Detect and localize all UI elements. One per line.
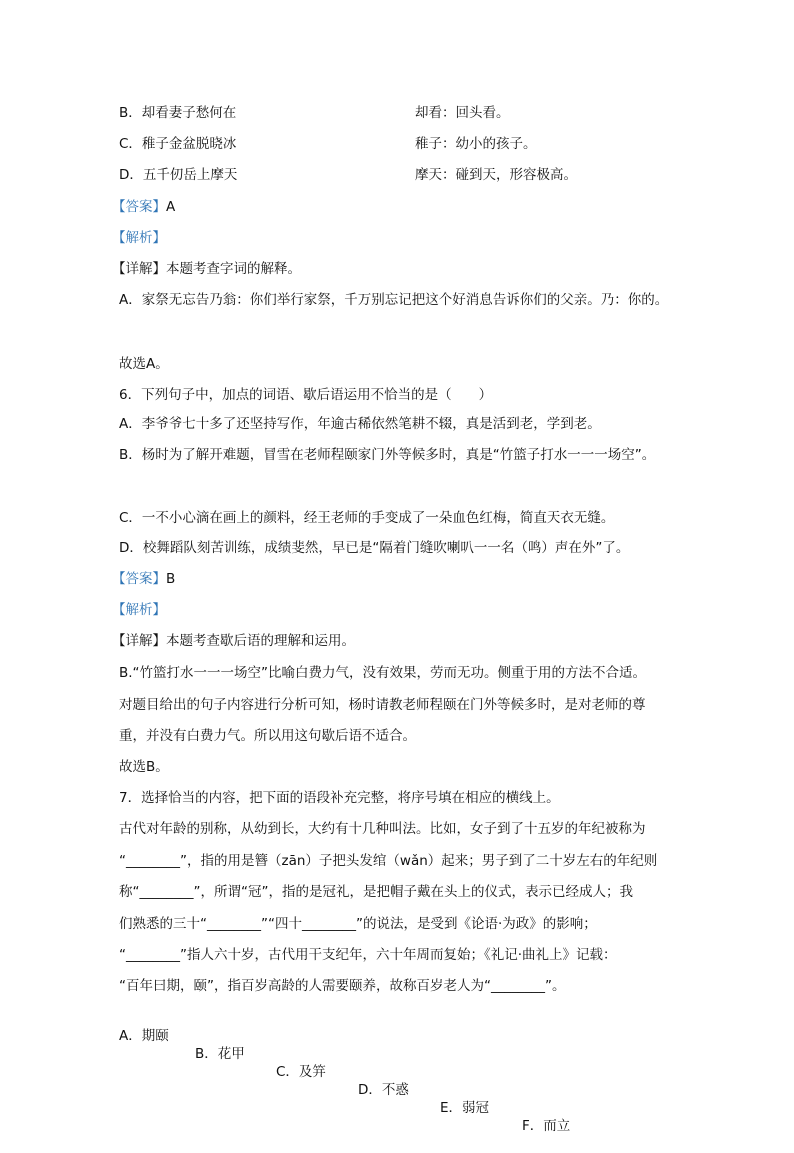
q6-conclusion: 故选B。 bbox=[119, 759, 169, 775]
q6-option-d: D．校舞蹈队刻苦训练，成绩斐然，早已是“隔着门缝吹喇叭一一名（鸣）声在外”了。 bbox=[119, 540, 630, 556]
q6-option-b: B．杨时为了解开难题，冒雪在老师程颐家门外等候多时，真是“竹篮子打水一一一场空”。 bbox=[119, 447, 656, 463]
option-gloss: 却看：回头看。 bbox=[415, 105, 510, 121]
q5-explain: A．家祭无忘告乃翁：你们举行家祭，千万别忘记把这个好消息告诉你们的父亲。乃：你的。 bbox=[119, 292, 669, 308]
option-text: C．稚子金盆脱晓冰 bbox=[119, 136, 237, 152]
choice: D．不惑 bbox=[358, 1082, 409, 1098]
q7-question: 7．选择恰当的内容，把下面的语段补充完整，将序号填在相应的横线上。 bbox=[119, 790, 560, 806]
q6-option-c: C．一不小心滴在画上的颜料，经王老师的手变成了一朵血色红梅，简直天衣无缝。 bbox=[119, 510, 615, 526]
q5-detail: 【详解】本题考查字词的解释。 bbox=[112, 261, 301, 277]
q7-passage-line: “________”，指的用是簪（zān）子把头发绾（wǎn）起来；男子到了二十岁左右的年纪则 bbox=[119, 853, 658, 869]
option-text: D．五千仞岳上摩天 bbox=[119, 167, 238, 183]
option-gloss: 摩天：碰到天，形容极高。 bbox=[415, 167, 577, 183]
q6-answer bbox=[112, 570, 175, 588]
q6-question: 6．下列句子中，加点的词语、歇后语运用不恰当的是（ ） bbox=[119, 387, 493, 403]
answer-tag: 【答案】 bbox=[112, 199, 166, 215]
q7-passage-line: “________”指人六十岁，古代用干支纪年，六十年周而复始；《礼记·曲礼上》记载： bbox=[119, 947, 617, 963]
q6-explain-line: B.“竹篮打水一一一场空”比喻白费力气，没有效果，劳而无功。侧重于用的方法不合适。 bbox=[119, 665, 647, 681]
q6-explain-line: 对题目给出的句子内容进行分析可知，杨时请教老师程颐在门外等候多时，是对老师的尊 bbox=[119, 697, 646, 713]
q6-option-a: A．李爷爷七十多了还坚持写作，年逾古稀依然笔耕不辍，真是活到老，学到老。 bbox=[119, 416, 601, 432]
choice: A．期颐 bbox=[119, 1028, 169, 1044]
q5-analysis-tag: 【解析】 bbox=[112, 230, 166, 246]
q5-answer bbox=[112, 198, 175, 216]
option-gloss: 稚子：幼小的孩子。 bbox=[415, 136, 537, 152]
q7-passage-line: “百年曰期，颐”，指百岁高龄的人需要颐养，故称百岁老人为“________”。 bbox=[119, 978, 566, 994]
q5-option-d bbox=[119, 166, 577, 184]
q7-passage-line: 称“________”，所谓“冠”，指的是冠礼，是把帽子戴在头上的仪式，表示已经成人；我 bbox=[119, 884, 633, 900]
q6-explain-line: 重，并没有白费力气。所以用这句歇后语不适合。 bbox=[119, 728, 416, 744]
q5-option-b bbox=[119, 104, 510, 122]
choice: F．而立 bbox=[522, 1118, 571, 1134]
q7-passage-line: 们熟悉的三十“________”“四十________”的说法，是受到《论语·为政》的影响； bbox=[119, 916, 597, 932]
answer-value: A bbox=[166, 199, 176, 215]
q6-detail: 【详解】本题考查歇后语的理解和运用。 bbox=[112, 633, 355, 649]
answer-tag: 【答案】 bbox=[112, 571, 166, 587]
answer-value: B bbox=[166, 571, 176, 587]
q6-analysis-tag: 【解析】 bbox=[112, 602, 166, 618]
q7-choices bbox=[119, 1009, 571, 1153]
choice: B．花甲 bbox=[195, 1046, 245, 1062]
q5-conclusion: 故选A。 bbox=[119, 356, 169, 372]
option-text: B．却看妻子愁何在 bbox=[119, 105, 237, 121]
q7-passage-line: 古代对年龄的别称，从幼到长，大约有十几种叫法。比如，女子到了十五岁的年纪被称为 bbox=[119, 821, 646, 837]
q5-option-c bbox=[119, 135, 537, 153]
choice: C．及笄 bbox=[276, 1064, 326, 1080]
choice: E．弱冠 bbox=[440, 1100, 490, 1116]
